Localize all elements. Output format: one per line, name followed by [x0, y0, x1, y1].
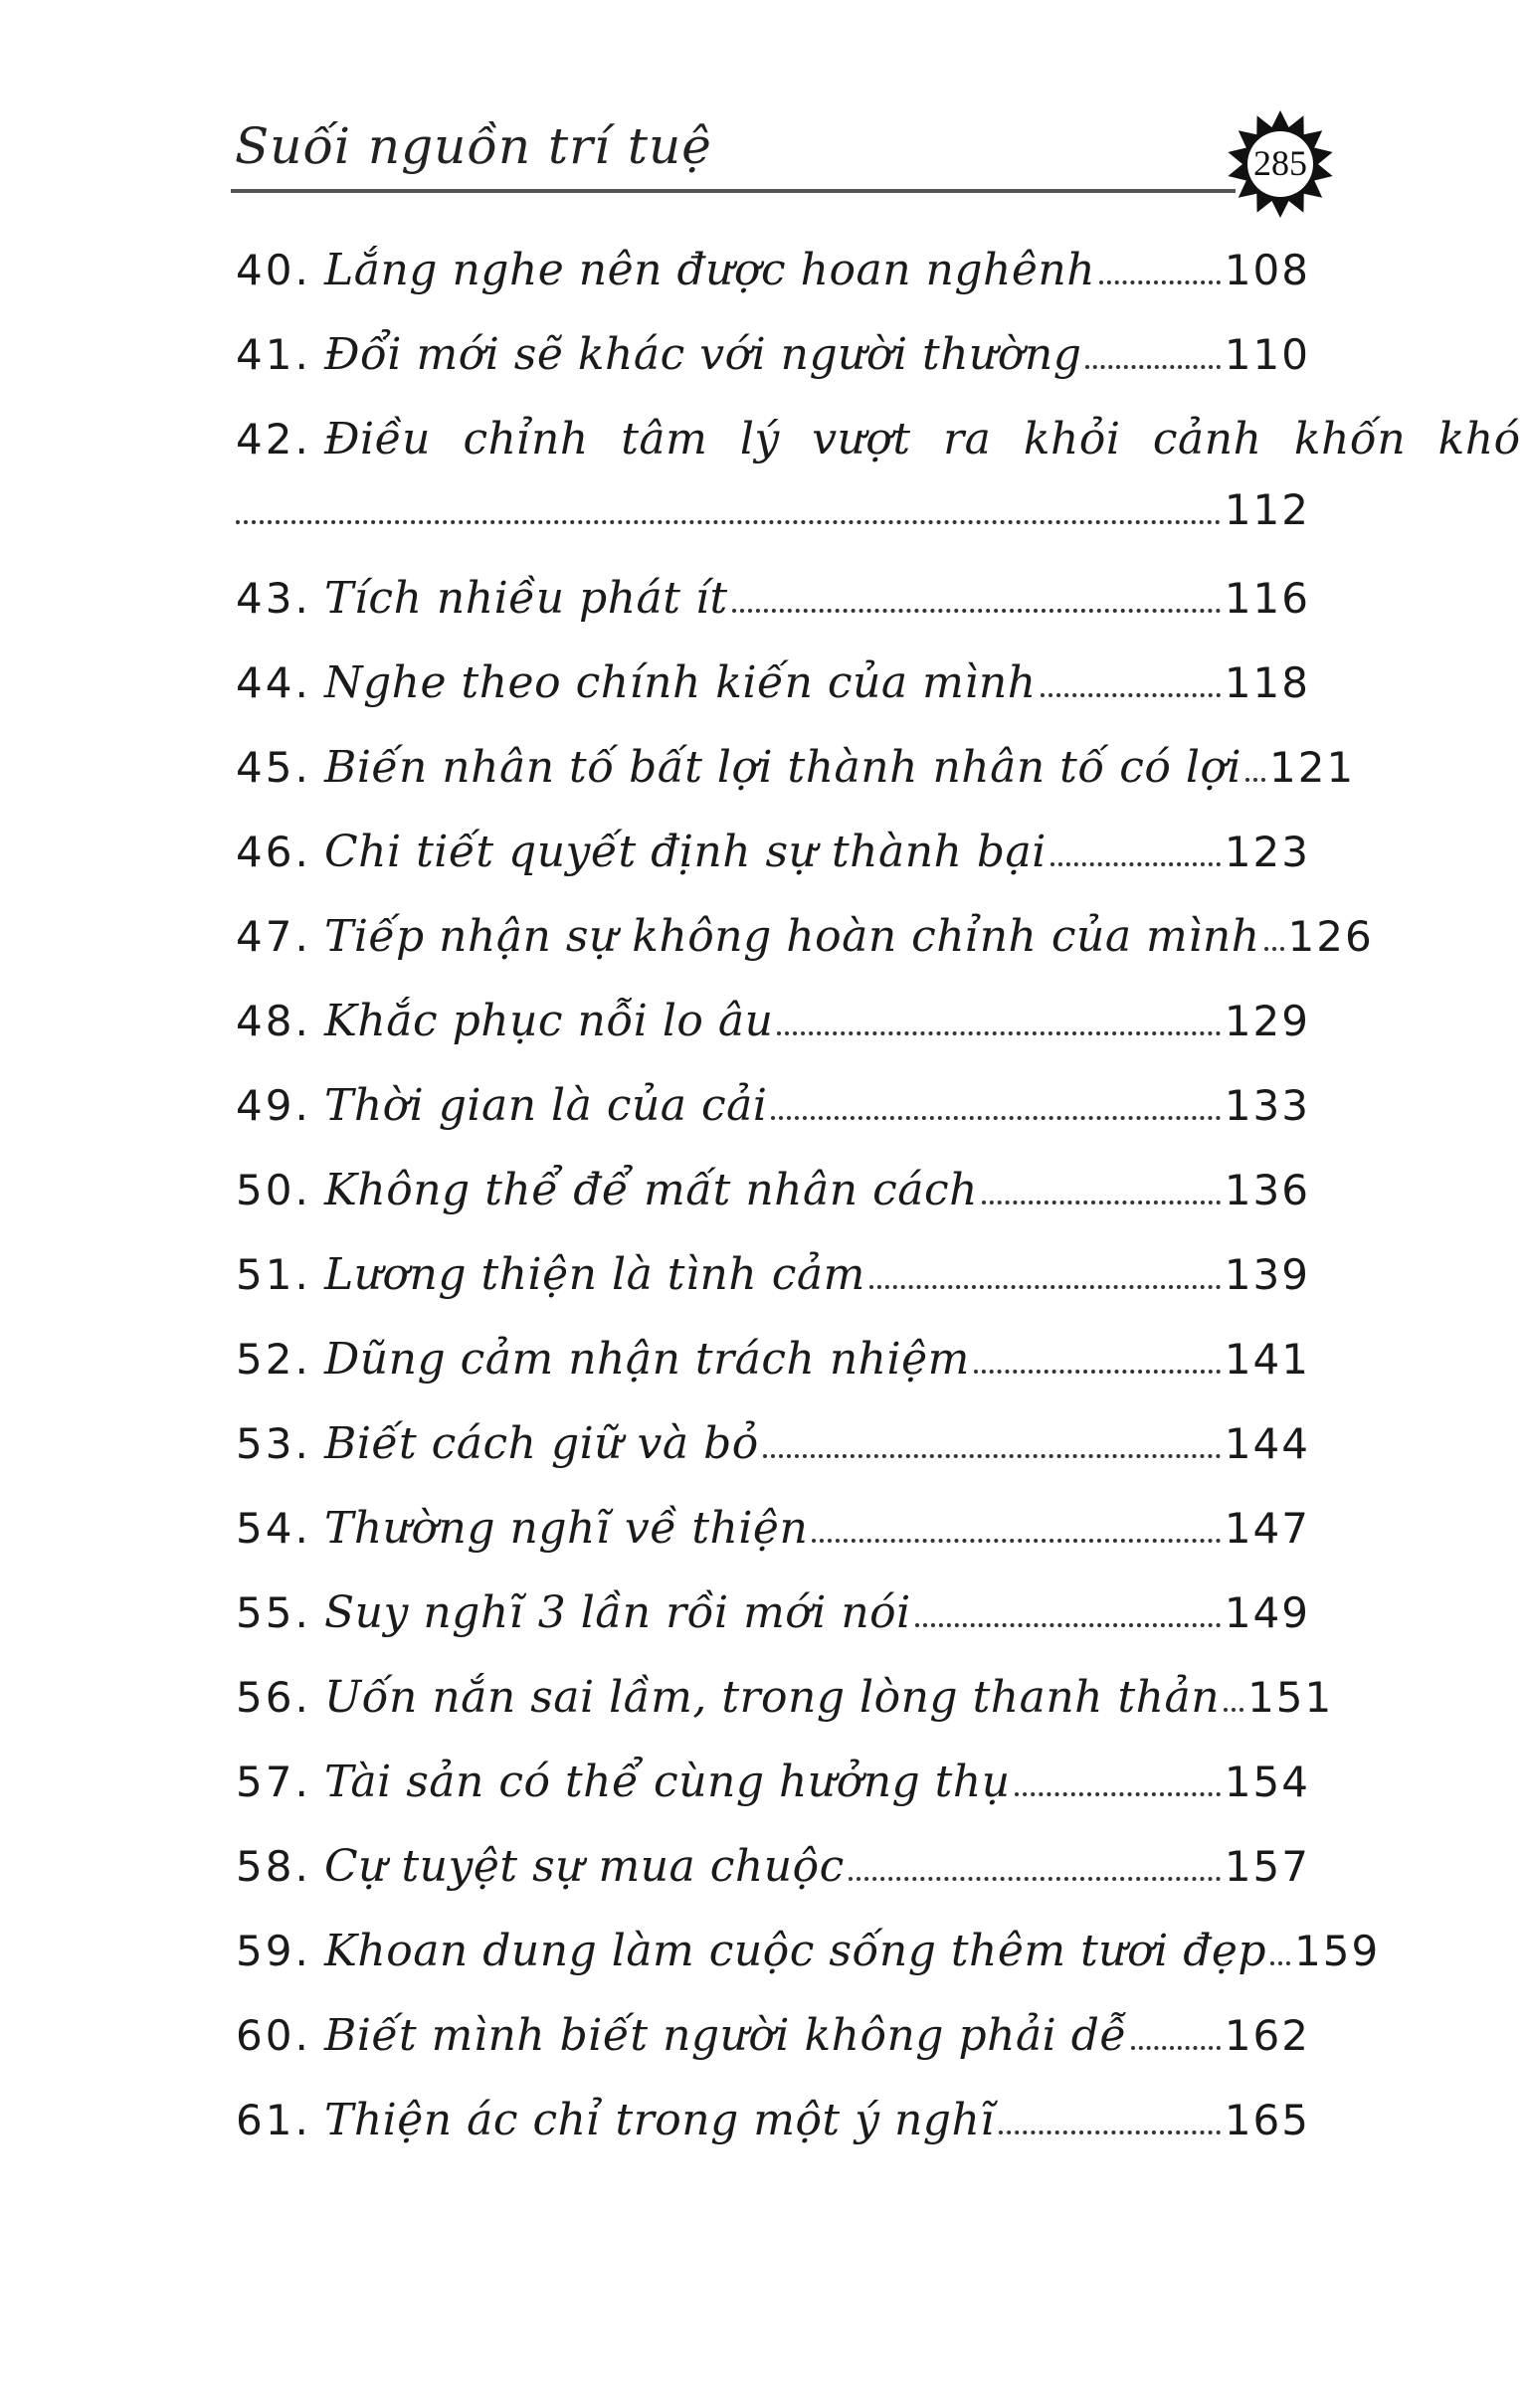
toc-entry[interactable]: [236, 1503, 1310, 1587]
toc-entry-page: 110: [1224, 330, 1310, 379]
dot-leader: [1015, 1792, 1221, 1796]
toc-entry-number: 43.: [236, 574, 311, 623]
toc-entry[interactable]: [236, 1672, 1334, 1757]
toc-entry-page: 165: [1224, 2096, 1310, 2144]
dot-leader: [763, 1454, 1221, 1458]
dot-leader: [974, 1370, 1221, 1374]
toc-entry-title: Không thể để mất nhân cách: [324, 1165, 978, 1215]
toc-entry-title: Uốn nắn sai lầm, trong lòng thanh thản: [324, 1672, 1221, 1723]
dot-leader: [1131, 2046, 1221, 2050]
toc-entry-number: 48.: [236, 997, 311, 1045]
toc-entry-number: 40.: [236, 246, 311, 294]
toc-entry[interactable]: [236, 414, 1521, 573]
toc-entry-title: Biết mình biết người không phải dễ: [324, 2010, 1127, 2061]
toc-entry[interactable]: [236, 573, 1310, 657]
toc-entry-page: 144: [1224, 1419, 1310, 1468]
toc-entry-number: 55.: [236, 1588, 311, 1637]
toc-entry[interactable]: [236, 1165, 1310, 1249]
toc-entry[interactable]: [236, 827, 1310, 911]
toc-entry-title: Suy nghĩ 3 lần rồi mới nói: [324, 1587, 911, 1638]
toc-entry[interactable]: [236, 1757, 1310, 1841]
toc-entry-title: Thường nghĩ về thiện: [324, 1503, 809, 1554]
dot-leader: [1270, 1961, 1290, 1965]
table-of-contents: [236, 245, 1521, 2179]
toc-entry[interactable]: [236, 1080, 1310, 1165]
toc-entry-page: 118: [1224, 658, 1310, 707]
toc-entry[interactable]: [236, 1249, 1310, 1334]
toc-entry-number: 45.: [236, 743, 311, 792]
dot-leader: [915, 1623, 1221, 1627]
toc-entry-page: 139: [1224, 1250, 1310, 1299]
dot-leader: [1245, 778, 1265, 782]
toc-entry-title: Tiếp nhận sự không hoàn chỉnh của mình: [324, 911, 1260, 962]
toc-entry-line: [236, 414, 1521, 485]
page-number: 285: [1253, 143, 1307, 183]
toc-entry-number: 51.: [236, 1250, 311, 1299]
toc-entry-title: Đổi mới sẽ khác với người thường: [324, 329, 1082, 380]
toc-entry-title: Chi tiết quyết định sự thành bại: [324, 827, 1047, 877]
page-number-badge: [1226, 109, 1335, 219]
toc-entry-number: 49.: [236, 1081, 311, 1130]
toc-entry[interactable]: [236, 996, 1310, 1080]
dot-leader: [771, 1116, 1220, 1120]
toc-entry-title: Cự tuyệt sự mua chuộc: [324, 1841, 845, 1892]
toc-entry-number: 53.: [236, 1419, 311, 1468]
toc-entry[interactable]: [236, 911, 1374, 996]
toc-entry[interactable]: [236, 742, 1356, 827]
toc-entry-page: 162: [1224, 2011, 1310, 2060]
toc-entry-title: Thời gian là của cải: [324, 1080, 768, 1131]
toc-entry-title: Thiện ác chỉ trong một ý nghĩ: [324, 2095, 995, 2145]
toc-entry[interactable]: [236, 1926, 1381, 2010]
toc-entry-title: Khắc phục nỗi lo âu: [324, 996, 774, 1046]
toc-entry-title: Lương thiện là tình cảm: [324, 1249, 865, 1300]
toc-entry-number: 60.: [236, 2011, 311, 2060]
toc-entry-number: 59.: [236, 1927, 311, 1975]
toc-entry-number: 56.: [236, 1673, 311, 1722]
toc-entry-number: 47.: [236, 912, 311, 961]
toc-entry[interactable]: [236, 2010, 1310, 2095]
dot-leader: [869, 1285, 1221, 1289]
toc-entry-page: 157: [1224, 1842, 1310, 1891]
toc-entry-page: 108: [1224, 246, 1310, 294]
toc-entry-title: Tài sản có thể cùng hưởng thụ: [324, 1757, 1011, 1807]
toc-entry-page: 133: [1224, 1081, 1310, 1130]
toc-entry-page: 121: [1269, 743, 1356, 792]
toc-entry-page: 126: [1287, 912, 1374, 961]
toc-entry-number: 57.: [236, 1758, 311, 1806]
dot-leader: [1099, 280, 1221, 284]
toc-entry-title: Tích nhiều phát ít: [324, 573, 728, 624]
running-header: [231, 109, 1320, 199]
toc-entry-title: Khoan dung làm cuộc sống thêm tươi đẹp: [324, 1926, 1267, 1976]
toc-entry-title: Dũng cảm nhận trách nhiệm: [324, 1334, 970, 1385]
toc-entry[interactable]: [236, 245, 1310, 329]
toc-entry[interactable]: [236, 1841, 1310, 1926]
toc-entry[interactable]: [236, 1587, 1310, 1672]
dot-leader: [1264, 947, 1284, 951]
toc-entry-number: 44.: [236, 658, 311, 707]
toc-entry-page: 129: [1224, 997, 1310, 1045]
toc-entry-number: 41.: [236, 330, 311, 379]
toc-entry-page: 154: [1224, 1758, 1310, 1806]
toc-entry[interactable]: [236, 2095, 1310, 2179]
toc-entry-number: 61.: [236, 2096, 311, 2144]
toc-entry-title: Nghe theo chính kiến của mình: [324, 657, 1037, 708]
dot-leader: [777, 1031, 1220, 1035]
toc-entry[interactable]: [236, 1334, 1310, 1418]
toc-entry-page: 141: [1224, 1335, 1310, 1384]
toc-entry-number: 58.: [236, 1842, 311, 1891]
toc-entry-number: 50.: [236, 1166, 311, 1214]
toc-entry-page: 116: [1224, 574, 1310, 623]
dot-leader: [849, 1877, 1221, 1881]
toc-entry-title: Lắng nghe nên được hoan nghênh: [324, 245, 1096, 295]
toc-entry-page: 147: [1224, 1504, 1310, 1553]
toc-entry-page: 112: [1224, 485, 1310, 534]
toc-entry-number: 42.: [236, 415, 311, 463]
toc-entry-number: 46.: [236, 828, 311, 876]
dot-leader: [732, 609, 1221, 613]
book-title: Suối nguồn trí tuệ: [235, 117, 712, 175]
toc-entry[interactable]: [236, 329, 1310, 414]
toc-entry-title: Biến nhân tố bất lợi thành nhân tố có lợi: [324, 742, 1242, 793]
toc-entry-page: 159: [1294, 1927, 1381, 1975]
dot-leader: [982, 1201, 1221, 1204]
dot-leader: [236, 520, 1221, 524]
toc-entry-page: 149: [1224, 1588, 1310, 1637]
toc-entry-page: 123: [1224, 828, 1310, 876]
toc-entry[interactable]: [236, 1418, 1310, 1503]
toc-entry-page: 151: [1247, 1673, 1334, 1722]
toc-entry-page: 136: [1224, 1166, 1310, 1214]
toc-entry-title: Điều chỉnh tâm lý vượt ra khỏi cảnh khốn khó: [324, 414, 1521, 464]
toc-entry-line: [236, 485, 1310, 573]
dot-leader: [999, 2130, 1221, 2134]
dot-leader: [1085, 365, 1220, 369]
dot-leader: [812, 1539, 1221, 1543]
dot-leader: [1041, 693, 1221, 697]
toc-entry-number: 54.: [236, 1504, 311, 1553]
toc-entry-title: Biết cách giữ và bỏ: [324, 1418, 759, 1469]
dot-leader: [1224, 1708, 1243, 1712]
dot-leader: [1050, 862, 1221, 866]
toc-entry-number: 52.: [236, 1335, 311, 1384]
toc-entry[interactable]: [236, 657, 1310, 742]
header-rule: [231, 189, 1236, 193]
